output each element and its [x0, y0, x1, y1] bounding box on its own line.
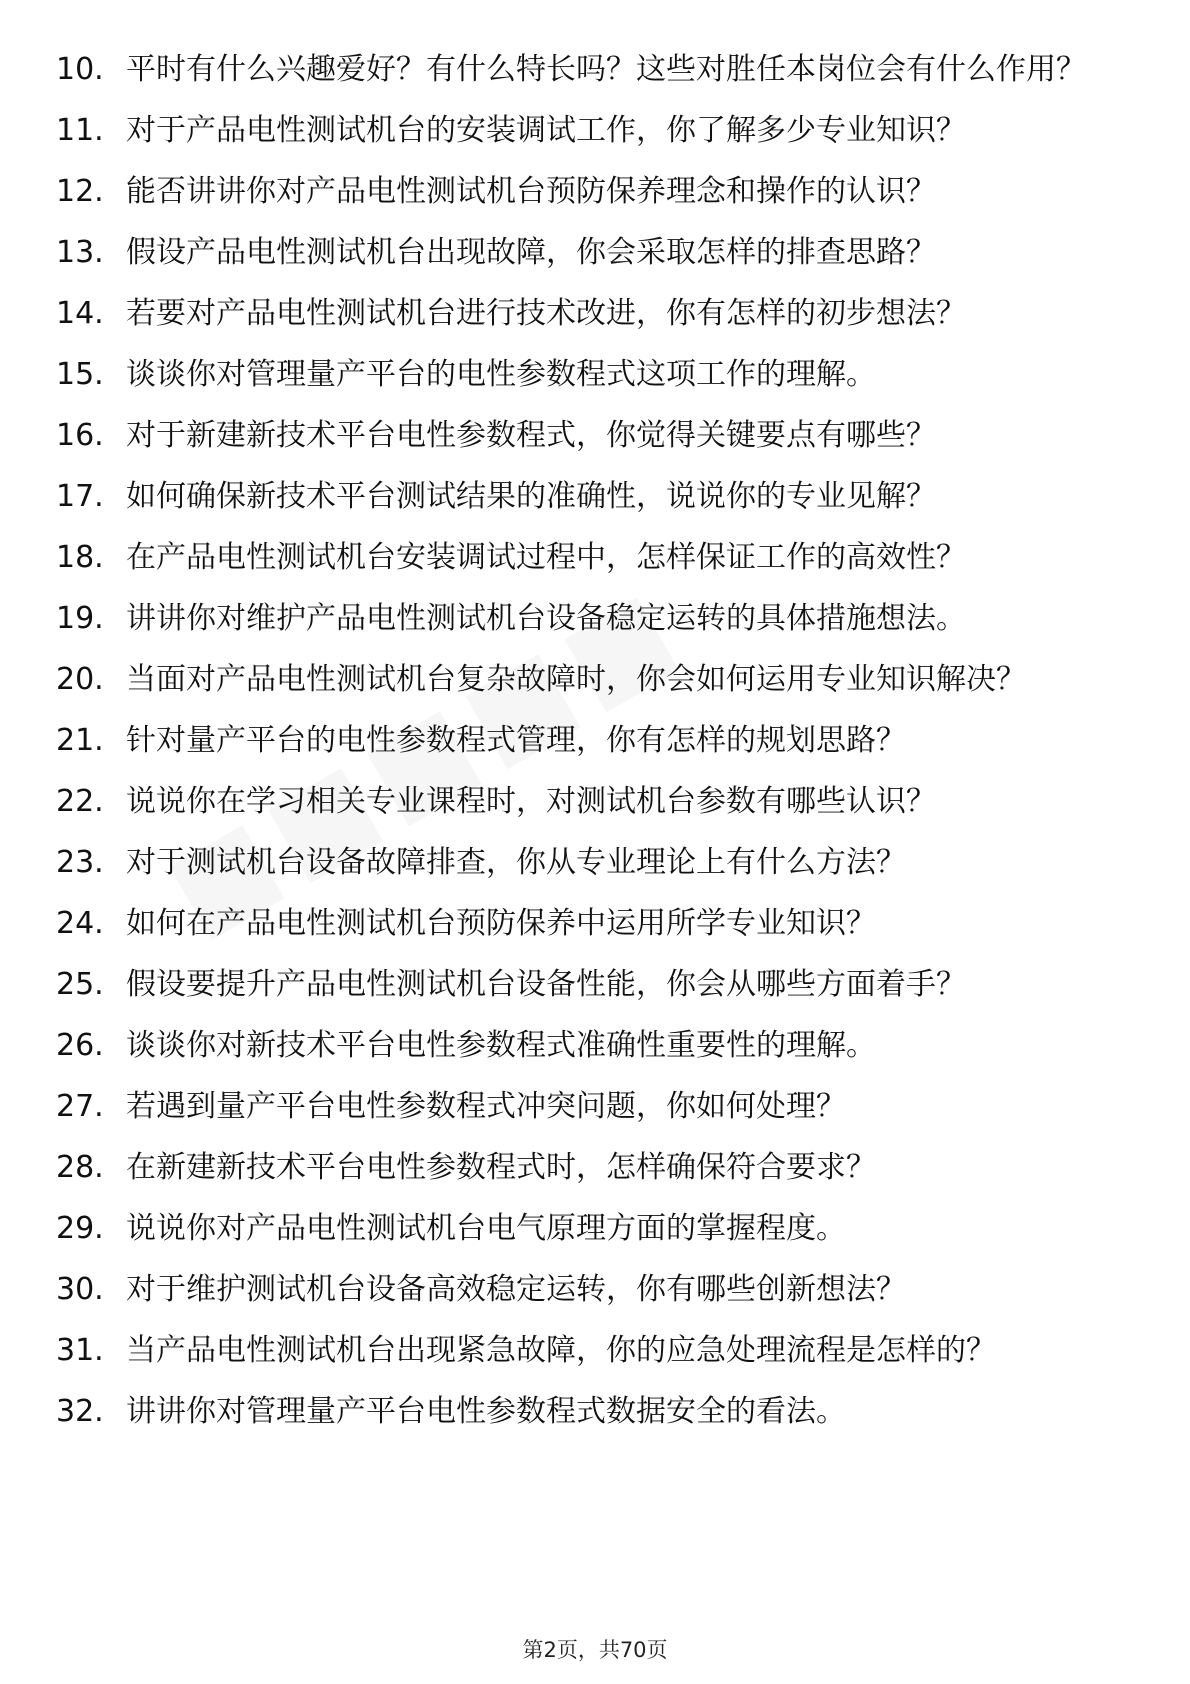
list-item: [56, 416, 1126, 455]
list-item: [56, 599, 1126, 638]
item-text: 对于新建新技术平台电性参数程式，你觉得关键要点有哪些？: [126, 418, 936, 453]
item-text: 讲讲你对管理量产平台电性参数程式数据安全的看法。: [126, 1394, 846, 1429]
item-number: 14.: [56, 296, 104, 331]
page-number: 第2页，共70页: [522, 1638, 668, 1662]
item-number: 10.: [56, 52, 104, 87]
item-text: 能否讲讲你对产品电性测试机台预防保养理念和操作的认识？: [126, 174, 936, 209]
page-footer: [0, 1634, 1190, 1664]
item-number: 18.: [56, 540, 104, 575]
item-text: 对于测试机台设备故障排查，你从专业理论上有什么方法？: [126, 845, 906, 880]
list-item: [56, 1209, 1126, 1248]
item-text: 如何在产品电性测试机台预防保养中运用所学专业知识？: [126, 906, 876, 941]
item-text: 说说你对产品电性测试机台电气原理方面的掌握程度。: [126, 1211, 846, 1246]
list-item: [56, 1392, 1126, 1431]
list-item: [56, 1026, 1126, 1065]
item-number: 20.: [56, 662, 104, 697]
item-text: 谈谈你对管理量产平台的电性参数程式这项工作的理解。: [126, 357, 876, 392]
list-item: [56, 1148, 1126, 1187]
item-number: 12.: [56, 174, 104, 209]
item-text: 如何确保新技术平台测试结果的准确性，说说你的专业见解？: [126, 479, 936, 514]
list-item: [56, 1270, 1126, 1309]
list-item: [56, 355, 1126, 394]
list-item: [56, 660, 1126, 699]
list-item: [56, 111, 1126, 150]
item-number: 25.: [56, 967, 104, 1002]
list-item: [56, 721, 1126, 760]
item-number: 31.: [56, 1333, 104, 1368]
item-text: 若要对产品电性测试机台进行技术改进，你有怎样的初步想法？: [126, 296, 966, 331]
item-number: 11.: [56, 113, 104, 148]
item-number: 29.: [56, 1211, 104, 1246]
list-item: [56, 233, 1126, 272]
list-item: [56, 172, 1126, 211]
item-text: 在新建新技术平台电性参数程式时，怎样确保符合要求？: [126, 1150, 876, 1185]
item-number: 13.: [56, 235, 104, 270]
item-text: 说说你在学习相关专业课程时，对测试机台参数有哪些认识？: [126, 784, 936, 819]
item-number: 23.: [56, 845, 104, 880]
item-number: 24.: [56, 906, 104, 941]
item-number: 26.: [56, 1028, 104, 1063]
question-list: [56, 50, 1126, 1453]
list-item: [56, 50, 1126, 89]
list-item: [56, 782, 1126, 821]
list-item: [56, 904, 1126, 943]
item-text: 当产品电性测试机台出现紧急故障，你的应急处理流程是怎样的？: [126, 1333, 996, 1368]
item-number: 17.: [56, 479, 104, 514]
item-text: 针对量产平台的电性参数程式管理，你有怎样的规划思路？: [126, 723, 906, 758]
list-item: [56, 843, 1126, 882]
item-text: 对于产品电性测试机台的安装调试工作，你了解多少专业知识？: [126, 113, 966, 148]
item-number: 30.: [56, 1272, 104, 1307]
list-item: [56, 477, 1126, 516]
item-number: 28.: [56, 1150, 104, 1185]
item-text: 平时有什么兴趣爱好？有什么特长吗？这些对胜任本岗位会有什么作用？: [126, 52, 1086, 87]
item-text: 讲讲你对维护产品电性测试机台设备稳定运转的具体措施想法。: [126, 601, 966, 636]
item-text: 谈谈你对新技术平台电性参数程式准确性重要性的理解。: [126, 1028, 876, 1063]
item-text: 假设产品电性测试机台出现故障，你会采取怎样的排查思路？: [126, 235, 936, 270]
item-number: 27.: [56, 1089, 104, 1124]
list-item: [56, 1331, 1126, 1370]
item-number: 22.: [56, 784, 104, 819]
item-number: 32.: [56, 1394, 104, 1429]
item-text: 当面对产品电性测试机台复杂故障时，你会如何运用专业知识解决？: [126, 662, 1026, 697]
item-number: 16.: [56, 418, 104, 453]
item-text: 对于维护测试机台设备高效稳定运转，你有哪些创新想法？: [126, 1272, 906, 1307]
item-number: 19.: [56, 601, 104, 636]
item-text: 若遇到量产平台电性参数程式冲突问题，你如何处理？: [126, 1089, 846, 1124]
list-item: [56, 538, 1126, 577]
item-number: 15.: [56, 357, 104, 392]
list-item: [56, 294, 1126, 333]
item-text: 假设要提升产品电性测试机台设备性能，你会从哪些方面着手？: [126, 967, 966, 1002]
list-item: [56, 1087, 1126, 1126]
item-text: 在产品电性测试机台安装调试过程中，怎样保证工作的高效性？: [126, 540, 966, 575]
list-item: [56, 965, 1126, 1004]
item-number: 21.: [56, 723, 104, 758]
